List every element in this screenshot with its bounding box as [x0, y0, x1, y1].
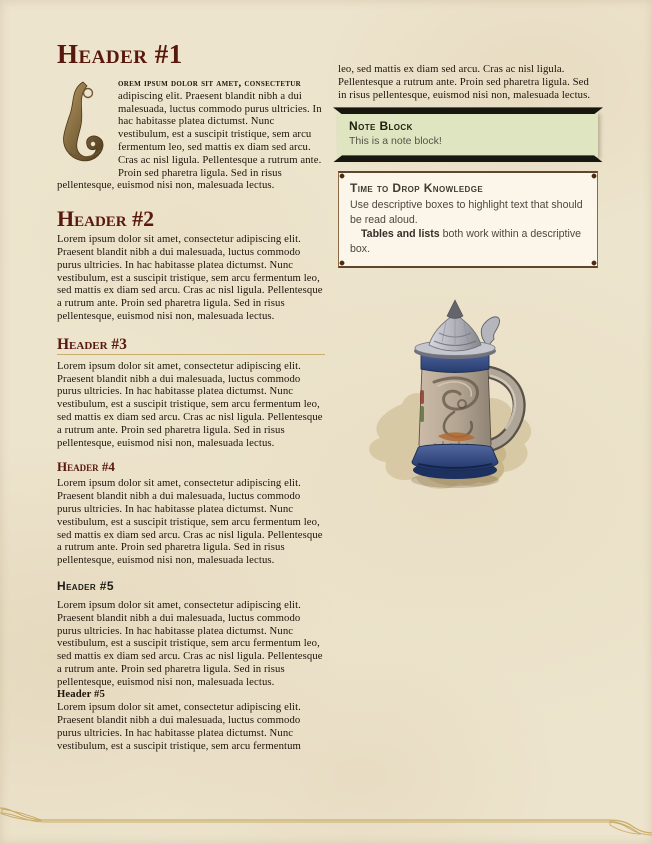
heading-1: Header #1 [57, 40, 183, 69]
heading-6-bold: Header #5 [57, 688, 105, 701]
note-block-body: This is a note block! [349, 135, 442, 148]
body-paragraph: Lorem ipsum dolor sit amet, consectetur adipiscing elit. Praesent blandit nibh a dui malesuada, luctus commodo purus ultricies. In hac habitasse platea dictumst. Nunc vestibulum, est a suscipit tristique, sem arcu fermentum leo, sed mattis ex diam sed arcu. Cras ac nisl ligula. Pellentesque a rutrum ante. Proin sed pharetra ligula. Sed in risus pellentesque, euismod nisi non, malesuada lectus. [57, 359, 323, 449]
heading-4: Header #4 [57, 459, 115, 475]
drop-cap-paragraph [57, 77, 325, 192]
heading-5: Header #5 [57, 578, 114, 593]
descriptive-box-title: Time to Drop Knowledge [350, 181, 484, 196]
body-paragraph: Lorem ipsum dolor sit amet, consectetur adipiscing elit. Praesent blandit nibh a dui malesuada, luctus commodo purus ultricies. In hac habitasse platea dictumst. Nunc vestibulum, est a suscipit tristique, sem arcu fermentum leo, sed mattis ex diam sed arcu. Cras ac nisl ligula. Pellentesque a rutrum ante. Proin sed pharetra ligula. Sed in risus pellentesque, euismod nisi non, malesuada lectus. [57, 598, 323, 688]
body-paragraph: Lorem ipsum dolor sit amet, consectetur adipiscing elit. Praesent blandit nibh a dui malesuada, luctus commodo purus ultricies. In hac habitasse platea dictumst. Nunc vestibulum, est a suscipit tristique, sem arcu fermentum leo, sed mattis ex diam sed arcu. Cras ac nisl ligula. Pellentesque a rutrum ante. Proin sed pharetra ligula. Sed in risus pellentesque, euismod nisi non, malesuada lectus. [57, 233, 323, 322]
heading-3: Header #3 [57, 336, 325, 355]
body-paragraph-truncated: Lorem ipsum dolor sit amet, consectetur adipiscing elit. Praesent blandit nibh a dui malesuada, luctus commodo purus ultricies. In hac habitasse platea dictumst. Nunc vestibulum, est a suscipit tristique, sem arcu fermentum [57, 701, 301, 752]
note-block [338, 112, 598, 157]
drop-cap-initial [57, 80, 111, 168]
heading-2: Header #2 [57, 206, 155, 232]
drop-cap-lead-text: orem ipsum dolor sit amet, consectetur [118, 77, 302, 89]
bold-lead: Tables and lists [361, 228, 440, 241]
note-block-title: Note Block [349, 119, 413, 134]
stein-thumb-lever [481, 317, 499, 346]
footer-flourish [0, 804, 652, 838]
overflow-paragraph: leo, sed mattis ex diam sed arcu. Cras ac nisl ligula. Pellentesque a rutrum ante. Proin sed pharetra ligula. Sed in risus pellentesque, euismod nisi non, malesuada lectus. [338, 63, 591, 101]
descriptive-box [338, 171, 598, 268]
descriptive-box-paragraph: Use descriptive boxes to highlight text that should be read aloud. [350, 199, 583, 226]
descriptive-box-paragraph [350, 227, 586, 256]
body-paragraph: Lorem ipsum dolor sit amet, consectetur adipiscing elit. Praesent blandit nibh a dui malesuada, luctus commodo purus ultricies. In hac habitasse platea dictumst. Nunc vestibulum, est a suscipit tristique, sem arcu fermentum leo, sed mattis ex diam sed arcu. Cras ac nisl ligula. Pellentesque a rutrum ante. Proin sed pharetra ligula. Sed in risus pellentesque, euismod nisi non, malesuada lectus. [57, 477, 323, 567]
left-column [57, 40, 325, 796]
right-column [338, 63, 600, 502]
paragraph-rest: both work within a descriptive box. [350, 228, 582, 255]
drop-cap-rest-text: adipiscing elit. Praesent blandit nibh a dui malesuada, luctus commodo purus ultricies. In hac habitasse platea dictumst. Nunc vestibulum, est a suscipit tristique, sem arcu fermentum leo, sed mattis ex diam sed arcu. Cras ac nisl ligula. Pellentesque a rutrum ante. Proin sed pharetra ligula. Sed in risus pellentesque, euismod nisi non, malesuada lectus. [57, 89, 322, 192]
stein-illustration [342, 294, 572, 502]
